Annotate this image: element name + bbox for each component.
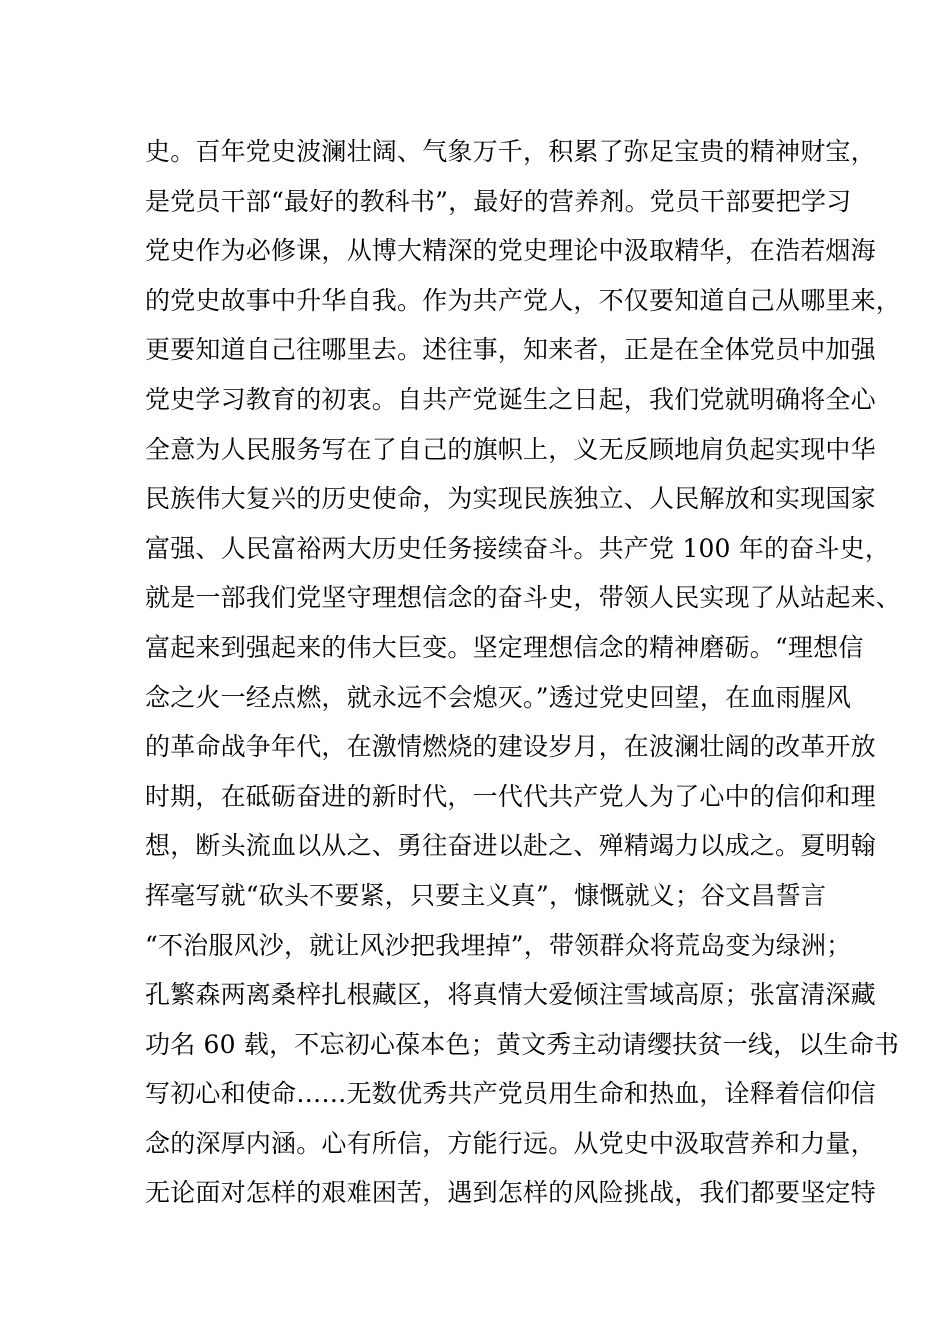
text-line: 富起来到强起来的伟大巨变。坚定理想信念的精神磨砺。“理想信 xyxy=(145,632,864,662)
text-line: 无论面对怎样的艰难困苦，遇到怎样的风险挑战，我们都要坚定特 xyxy=(145,1178,876,1208)
text-line: 功名 60 载，不忘初心葆本色；黄文秀主动请缨扶贫一线，以生命书 xyxy=(145,1029,900,1059)
text-line: 富强、人民富裕两大历史任务接续奋斗。共产党 100 年的奋斗史， xyxy=(145,533,891,563)
text-line: 党史作为必修课，从博大精深的党史理论中汲取精华，在浩若烟海 xyxy=(145,236,876,266)
text-line: 想，断头流血以从之、勇往奋进以赴之、殚精竭力以成之。夏明翰 xyxy=(145,831,876,861)
text-line: 写初心和使命……无数优秀共产党员用生命和热血，诠释着信仰信 xyxy=(145,1079,876,1109)
text-line: 念之火一经点燃，就永远不会熄灭。”透过党史回望，在血雨腥风 xyxy=(145,682,852,712)
text-line: 全意为人民服务写在了自己的旗帜上，义无反顾地肩负起实现中华 xyxy=(145,434,876,464)
text-line: 时期，在砥砺奋进的新时代，一代代共产党人为了心中的信仰和理 xyxy=(145,781,876,811)
text-line: 是党员干部“最好的教科书”，最好的营养剂。党员干部要把学习 xyxy=(145,186,852,216)
text-line: 党史学习教育的初衷。自共产党诞生之日起，我们党就明确将全心 xyxy=(145,384,876,414)
text-line: 民族伟大复兴的历史使命，为实现民族独立、人民解放和实现国家 xyxy=(145,484,876,514)
text-line: 的党史故事中升华自我。作为共产党人，不仅要知道自己从哪里来， xyxy=(145,285,902,315)
text-line: 更要知道自己往哪里去。述往事，知来者，正是在全体党员中加强 xyxy=(145,335,876,365)
text-line: 孔繁森两离桑梓扎根藏区，将真情大爱倾注雪域高原；张富清深藏 xyxy=(145,980,876,1010)
text-line: 的革命战争年代，在激情燃烧的建设岁月，在波澜壮阔的改革开放 xyxy=(145,732,876,762)
text-line: 就是一部我们党坚守理想信念的奋斗史，带领人民实现了从站起来、 xyxy=(145,583,902,613)
text-line: 念的深厚内涵。心有所信，方能行远。从党史中汲取营养和力量， xyxy=(145,1128,876,1158)
body-text xyxy=(145,127,902,1218)
text-line: 挥毫写就“砍头不要紧，只要主义真”，慷慨就义；谷文昌誓言 xyxy=(145,880,827,910)
text-line: 史。百年党史波澜壮阔、气象万千，积累了弥足宝贵的精神财宝， xyxy=(145,137,876,166)
text-line: “不治服风沙，就让风沙把我埋掉”，带领群众将荒岛变为绿洲； xyxy=(145,930,852,960)
